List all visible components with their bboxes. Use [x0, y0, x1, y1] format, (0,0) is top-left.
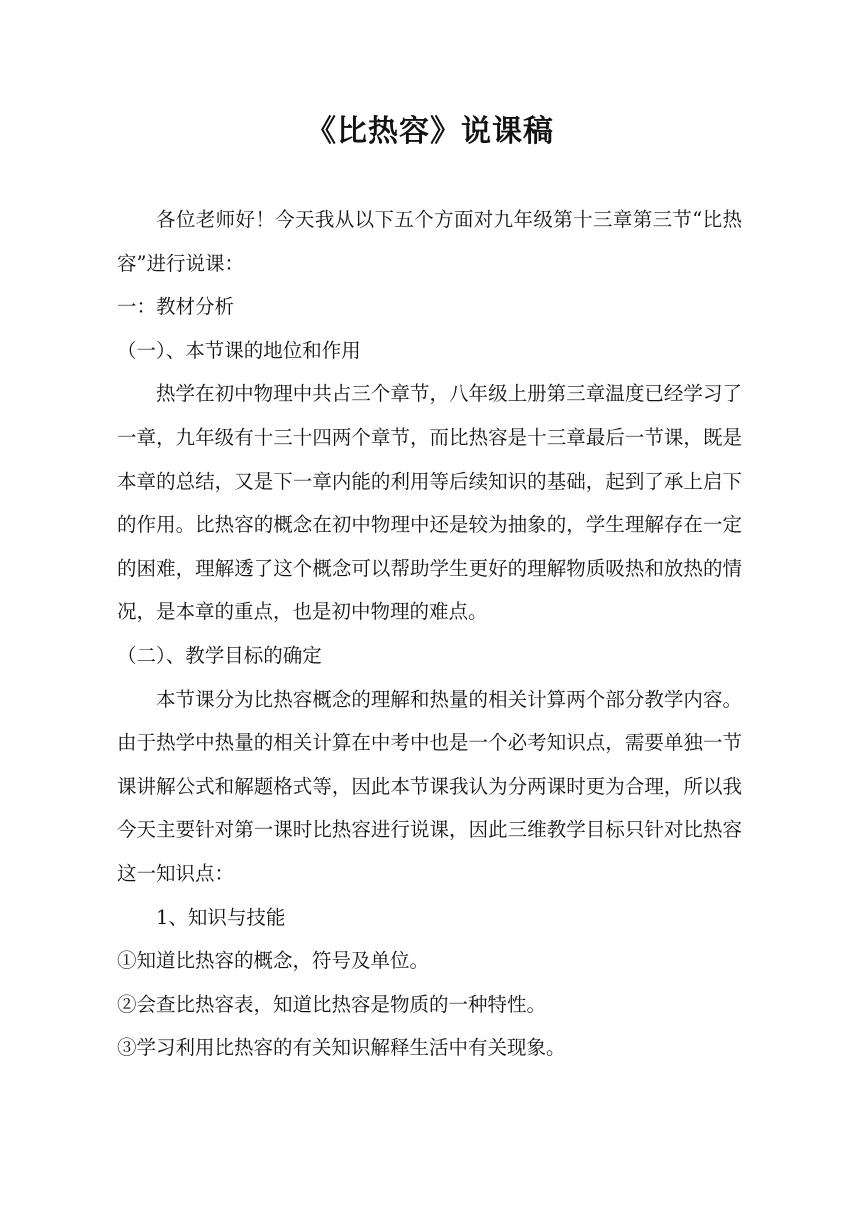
section-heading-material-analysis: 一：教材分析: [117, 295, 235, 319]
goal-item: ③学习利用比热容的有关知识解释生活中有关现象。: [117, 1036, 566, 1060]
subsection-heading-role: （一）、本节课的地位和作用: [117, 338, 361, 362]
objectives-paragraph: 本节课分为比热容概念的理解和热量的相关计算两个部分教学内容。由于热学中热量的相关计算在中考中也是一个必考知识点，需要单独一节课讲解公式和解题格式等，因此本节课我认为分两课时更为合理，所以我今天主要针对第一课时比热容进行说课，因此三维教学目标只针对比热容这一知识点：: [117, 687, 742, 885]
role-paragraph: 热学在初中物理中共占三个章节，八年级上册第三章温度已经学习了一章，九年级有十三十四两个章节，而比热容是十三章最后一节课，既是本章的总结，又是下一章内能的利用等后续知识的基础，起到了承上启下的作用。比热容的概念在初中物理中还是较为抽象的，学生理解存在一定的困难，理解透了这个概念可以帮助学生更好的理解物质吸热和放热的情况，是本章的重点，也是初中物理的难点。: [117, 382, 742, 624]
document-body: [117, 198, 742, 1070]
subsection-heading-objectives: （二）、教学目标的确定: [117, 643, 322, 667]
intro-paragraph: 各位老师好！今天我从以下五个方面对九年级第十三章第三节“比热容”进行说课：: [117, 208, 742, 275]
goal-heading-knowledge-skills: 1、知识与技能: [156, 905, 286, 929]
goal-item: ②会查比热容表，知道比热容是物质的一种特性。: [117, 992, 547, 1016]
document-title: 《比热容》说课稿: [306, 114, 554, 149]
goal-item: ①知道比热容的概念，符号及单位。: [117, 949, 430, 973]
